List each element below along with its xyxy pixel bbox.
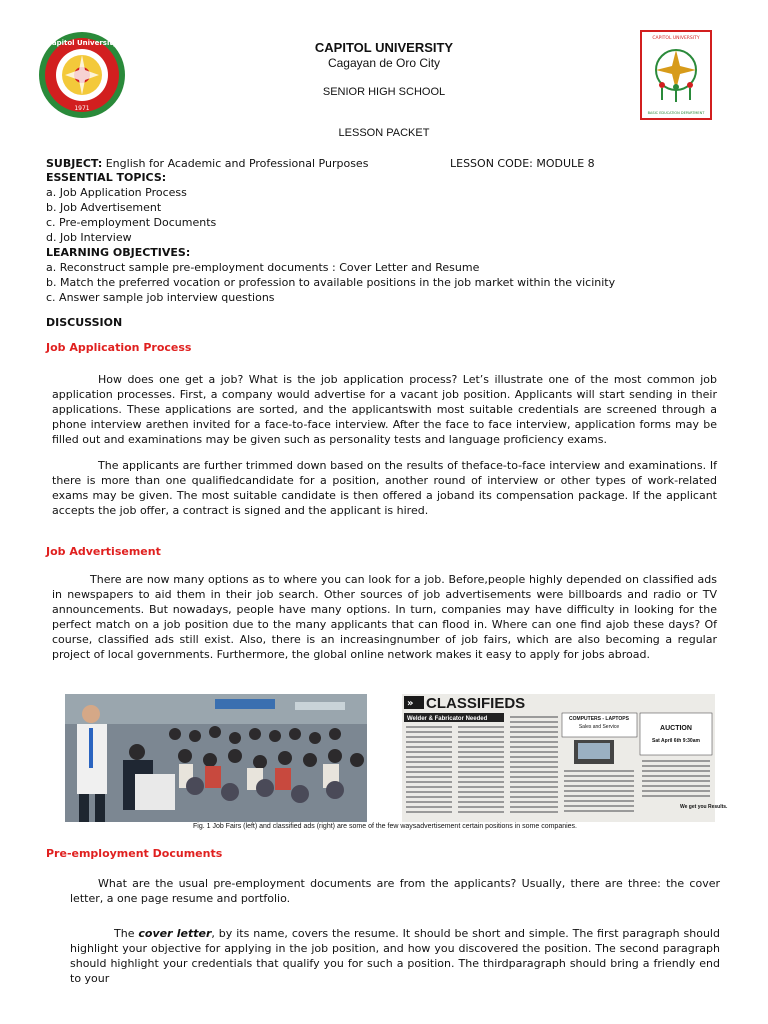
svg-text:»: » [407, 698, 414, 709]
document-type: LESSON PACKET [338, 127, 430, 139]
objective-item: b. Match the preferred vocation or profession to available positions in the job market within the vicinity [46, 276, 616, 289]
cover-letter-lead: The [114, 927, 139, 940]
seal-year: 1971 [74, 105, 90, 112]
city-name: Cagayan de Oro City [327, 56, 441, 70]
figure-caption: Fig. 1 Job Fairs (left) and classified ads (right) are some of the few waysadvertisement certain positions in some companies. [193, 823, 577, 830]
topics-label: ESSENTIAL TOPICS: [46, 171, 167, 184]
ad-results: We get you Results. [680, 804, 728, 810]
subject-line [46, 156, 368, 171]
job-application-heading: Job Application Process [46, 341, 192, 354]
cover-letter-term: cover letter [138, 927, 212, 940]
job-advertisement-text [52, 572, 717, 662]
topic-item: d. Job Interview [46, 231, 132, 244]
paragraph: The applicants are further trimmed down based on the results of theface-to-face interview and examinations. If there is more than one qualifiedcandidate for a position, another round of interview or other types of work-related exams may be given. The most suitable candidate is then offered a joband its compensation package. If the applicant accepts the job offer, a contract is signed and the applicant is hired. [52, 459, 717, 517]
paragraph: How does one get a job? What is the job application process? Let’s illustrate one of the most common job application processes. First, a company would advertise for a vacant job position. Applicants will start sending in their applications. These applications are sorted, and the applicantswith most suitable credentials are screened through a phone interview arethen invited for a face-to-face interview. After the face to face interview, application forms may be filled out and examinations may be given such as personality tests and language proficiency exams. [52, 373, 717, 446]
topic-item: b. Job Advertisement [46, 201, 162, 214]
cover-letter-text [70, 926, 720, 986]
job-advertisement-heading: Job Advertisement [46, 545, 161, 558]
ad-welder: Welder & Fabricator Needed [407, 716, 488, 722]
subject-value: English for Academic and Professional Purposes [105, 157, 369, 170]
subject-label: SUBJECT: [46, 157, 103, 170]
pre-employment-text [70, 876, 720, 906]
topic-item: c. Pre-employment Documents [46, 216, 217, 229]
paragraph: What are the usual pre-employment documents are from the applicants? Usually, there are three: the cover letter, a one page resume and portfolio. [70, 877, 720, 905]
pre-employment-heading: Pre-employment Documents [46, 847, 223, 860]
classifieds-image [402, 694, 728, 822]
university-name: CAPITOL UNIVERSITY [314, 40, 454, 55]
ad-date: Sat April 6th 9:30am [652, 738, 700, 744]
classifieds-banner: CLASSIFIEDS [426, 695, 526, 712]
ad-computers: COMPUTERS - LAPTOPS [569, 716, 629, 722]
paragraph [70, 926, 720, 986]
discussion-label: DISCUSSION [46, 316, 123, 329]
logo-title: CAPITOL UNIVERSITY [652, 36, 700, 41]
objective-item: a. Reconstruct sample pre-employment documents : Cover Letter and Resume [46, 261, 480, 274]
job-fair-photo [65, 694, 367, 822]
cover-letter-body: , by its name, covers the resume. It should be short and simple. The first paragraph should highlight your objective for applying in the job position, and how you discovered the position. The second paragraph should highlight your credentials that qualify you for such a position. The thirdparagraph should bring a friendly end to your [70, 927, 720, 985]
objective-item: c. Answer sample job interview questions [46, 291, 275, 304]
ad-auction: AUCTION [660, 725, 692, 732]
topics-block [46, 170, 615, 305]
topic-item: a. Job Application Process [46, 186, 187, 199]
school-name: SENIOR HIGH SCHOOL [322, 86, 446, 98]
seal-title: Capitol University [46, 39, 118, 47]
ad-sales: Sales and Service [578, 724, 620, 730]
paragraph: There are now many options as to where you can look for a job. Before,people highly depended on classified ads in newspapers to aid them in their job search. Other sources of job advertisements were billboards and radio or TV announcements. But nowadays, people have many options. In turn, companies may have difficulty in looking for the perfect match on a job position due to the many applicants that can flood in. Where can one find ajob these days? Of course, classified ads still exist. Also, there is an increasingnumber of job fairs, which are also becoming a regular project of local governments. Furthermore, the global online network makes it easy to apply for jobs abroad. [52, 573, 717, 661]
objectives-label: LEARNING OBJECTIVES: [46, 246, 191, 259]
lesson-code: LESSON CODE: MODULE 8 [450, 157, 595, 170]
job-application-text [52, 372, 717, 518]
logo-subtitle: BASIC EDUCATION DEPARTMENT [647, 111, 705, 115]
